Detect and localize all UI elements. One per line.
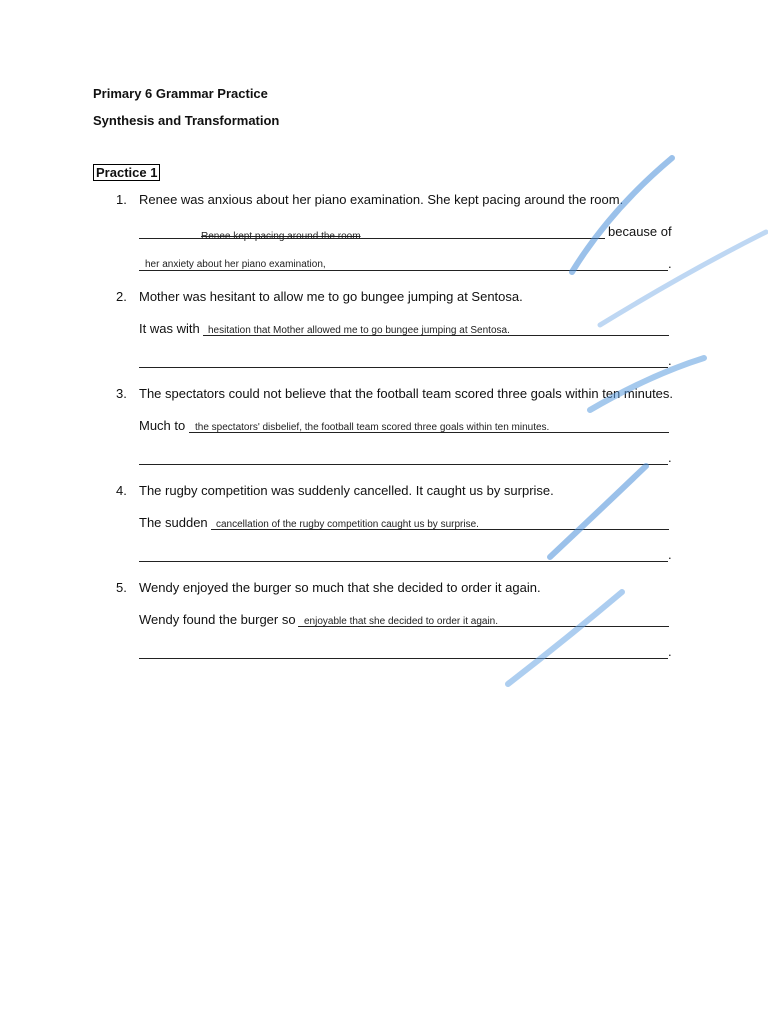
question-number: 1.: [116, 192, 127, 207]
answer-prompt: Much to: [139, 418, 186, 433]
question-number: 4.: [116, 483, 127, 498]
end-period: .: [668, 547, 672, 562]
question-sentence: Wendy enjoyed the burger so much that she decided to order it again.: [139, 580, 541, 595]
tick-mark: [600, 232, 766, 325]
answer-text: Renee kept pacing around the room: [201, 231, 361, 242]
worksheet-subtitle: Synthesis and Transformation: [93, 113, 280, 128]
answer-text: the spectators' disbelief, the football team scored three goals within ten minutes.: [195, 422, 550, 433]
end-period: .: [668, 450, 672, 465]
answer-text: her anxiety about her piano examination,: [145, 259, 326, 270]
answer-text: cancellation of the rugby competition caught us by surprise.: [216, 519, 479, 530]
end-period: .: [668, 644, 672, 659]
answer-text: hesitation that Mother allowed me to go bungee jumping at Sentosa.: [208, 325, 510, 336]
practice-label: Practice 1: [93, 165, 160, 180]
tick-mark: [550, 466, 646, 557]
question-sentence: Mother was hesitant to allow me to go bungee jumping at Sentosa.: [139, 289, 523, 304]
tick-mark: [572, 158, 672, 272]
question-number: 3.: [116, 386, 127, 401]
question-sentence: The rugby competition was suddenly cancelled. It caught us by surprise.: [139, 483, 554, 498]
end-period: .: [668, 353, 672, 368]
answer-suffix: because of: [608, 224, 672, 239]
question-number: 5.: [116, 580, 127, 595]
end-period: .: [668, 256, 672, 271]
worksheet-title: Primary 6 Grammar Practice: [93, 86, 268, 101]
tick-mark: [590, 358, 704, 410]
answer-prompt: It was with: [139, 321, 200, 336]
tick-mark: [508, 592, 622, 684]
question-number: 2.: [116, 289, 127, 304]
answer-text: enjoyable that she decided to order it again.: [304, 616, 499, 627]
answer-prompt: The sudden: [139, 515, 208, 530]
answer-prompt: Wendy found the burger so: [139, 612, 296, 627]
question-sentence: The spectators could not believe that the football team scored three goals within ten minutes.: [139, 386, 674, 401]
question-sentence: Renee was anxious about her piano examination. She kept pacing around the room.: [139, 192, 624, 207]
